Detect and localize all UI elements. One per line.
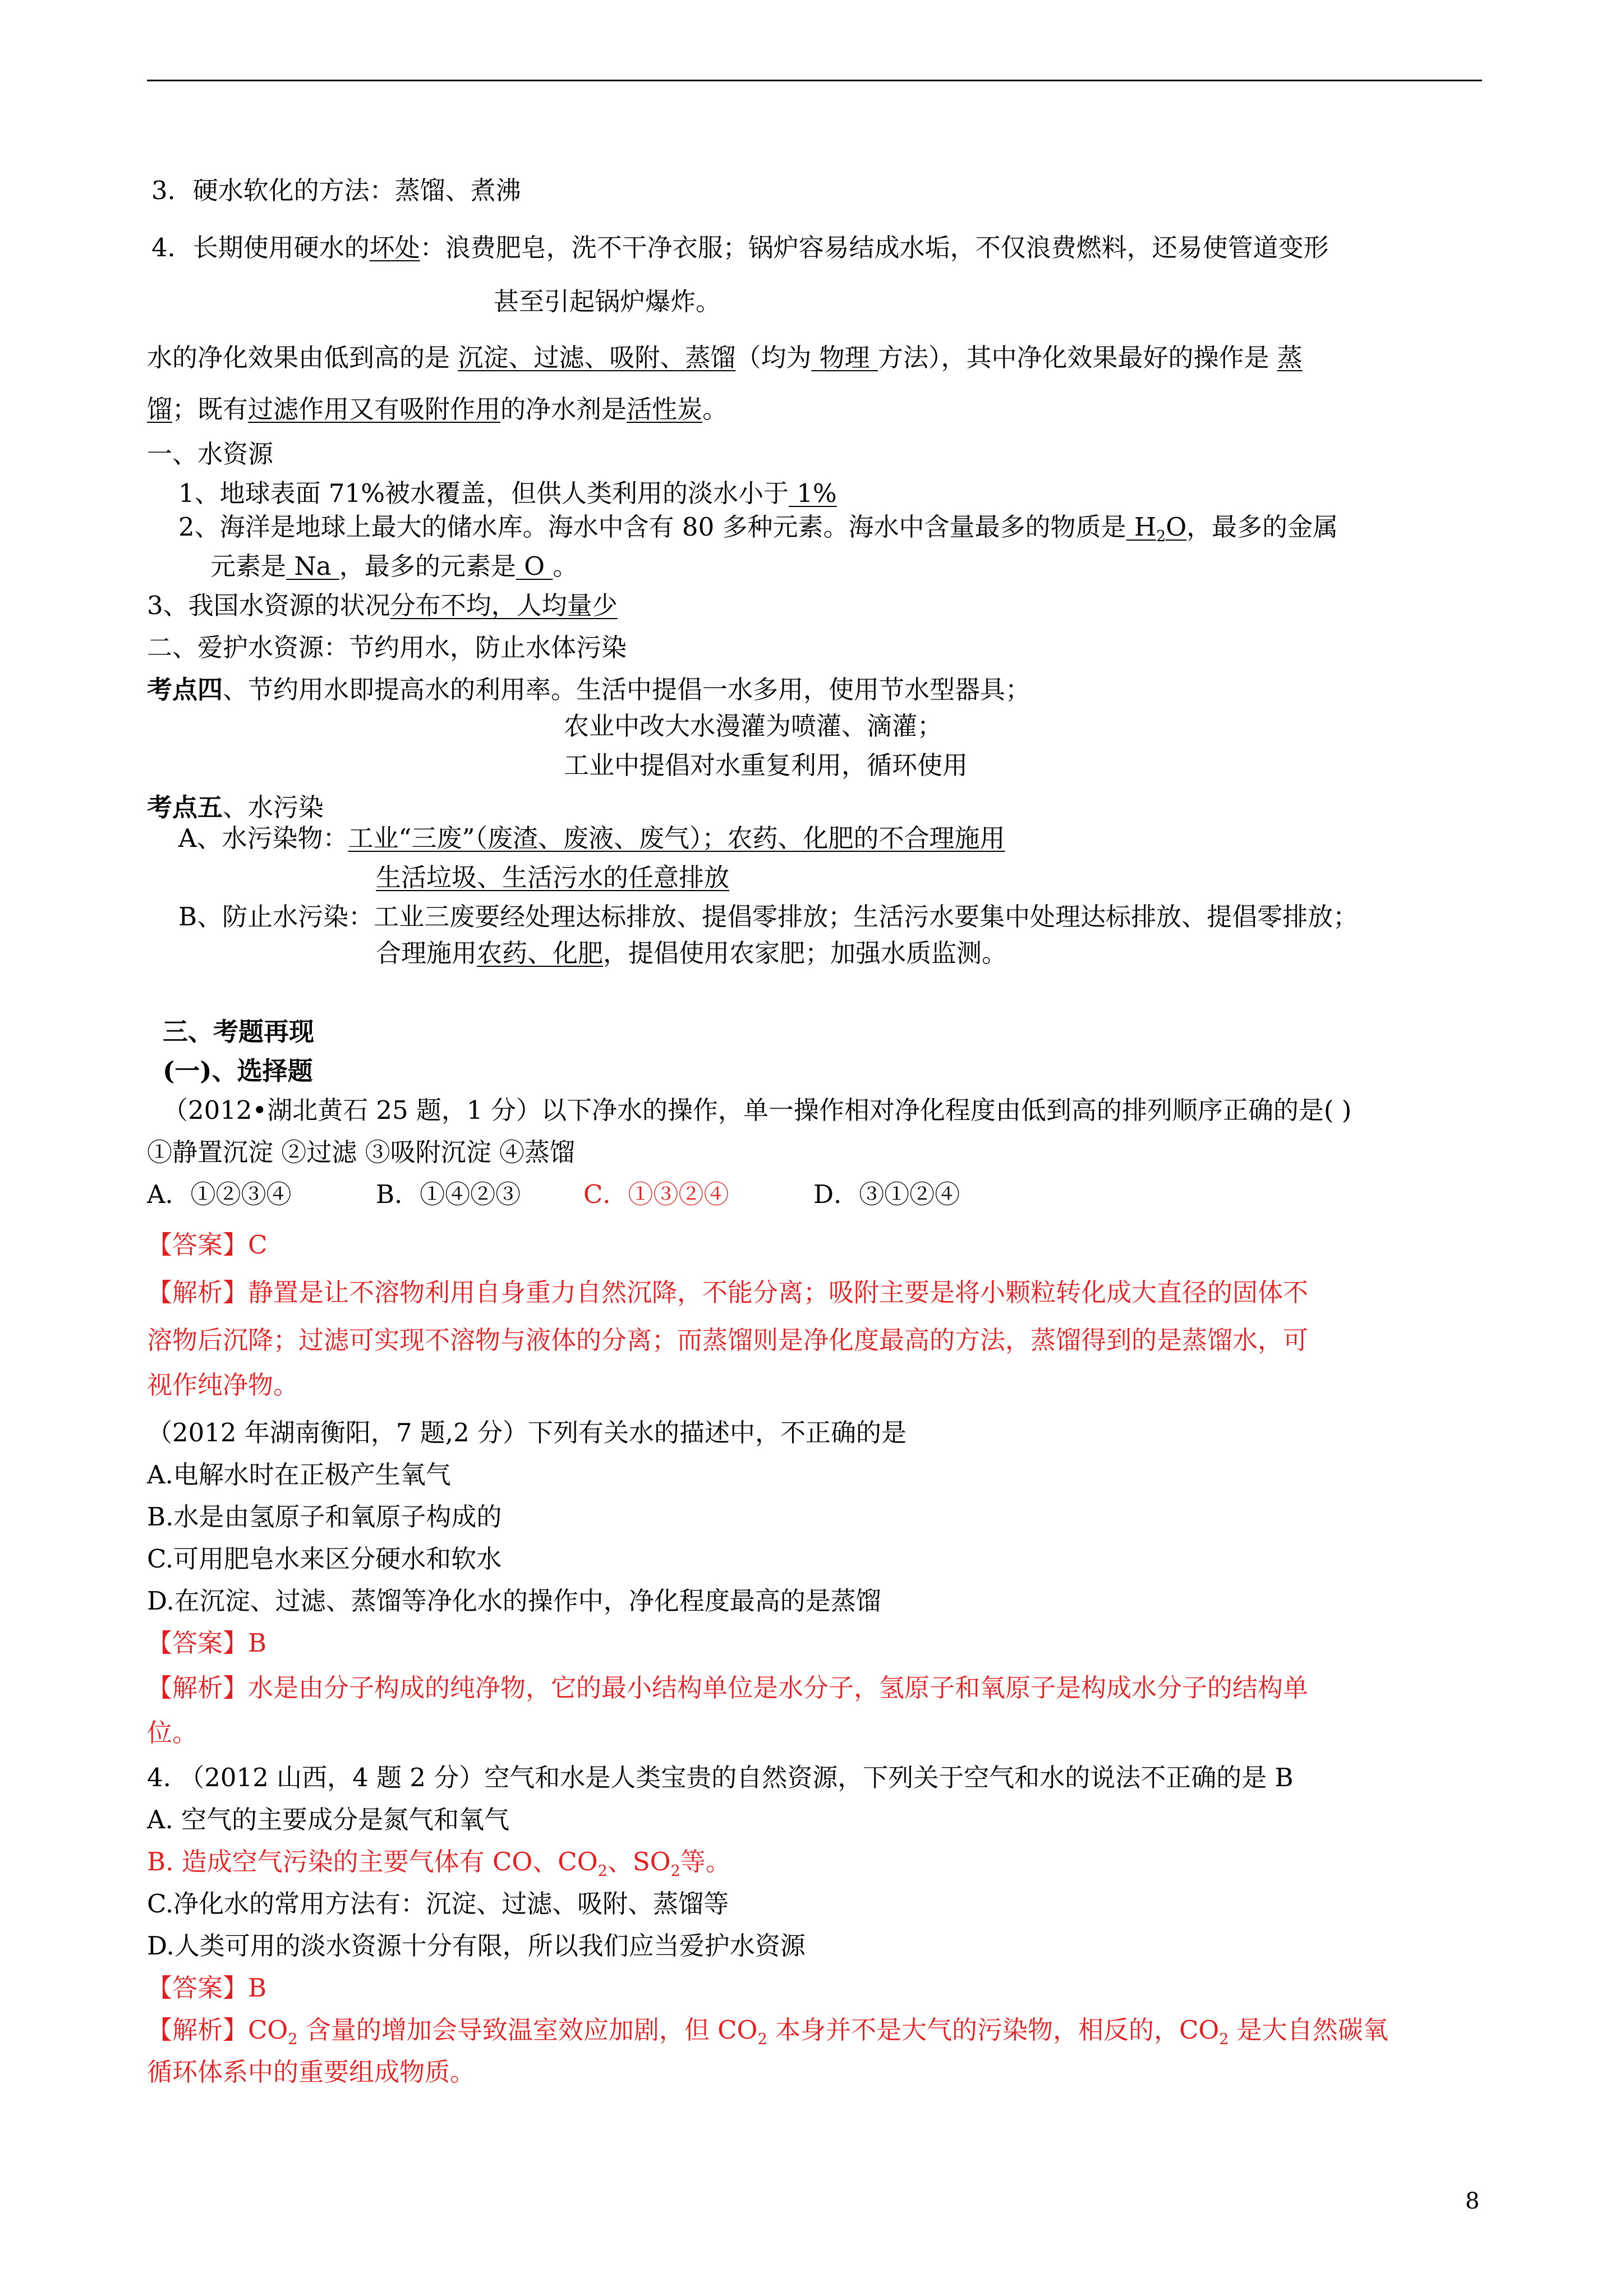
- text-line: B、防止水污染：工业三废要经处理达标排放、提倡零排放；生活污水要集中处理达标排放、提倡零排放；: [178, 902, 1359, 932]
- text-line: 3、我国水资源的状况分布不均，人均量少: [147, 591, 618, 620]
- option-a: A. 空气的主要成分是氮气和氧气: [147, 1805, 510, 1834]
- question: （2012•湖北黄石 25 题，1 分）以下净水的操作，单一操作相对净化程度由低到高的排列顺序正确的是( ): [163, 1095, 1352, 1125]
- option-d: D．③①②④: [813, 1179, 960, 1209]
- explanation: 【解析】静置是让不溶物利用自身重力自然沉降，不能分离；吸附主要是将小颗粒转化成大直径的固体不: [147, 1278, 1309, 1307]
- text-line: 3．硬水软化的方法：蒸馏、煮沸: [151, 176, 521, 205]
- question: （2012 年湖南衡阳，7 题,2 分）下列有关水的描述中，不正确的是: [147, 1418, 907, 1447]
- option-c: C．①③②④: [583, 1179, 729, 1209]
- text-line: 工业中提倡对水重复利用，循环使用: [564, 750, 968, 780]
- option-b: B．①④②③: [376, 1179, 521, 1209]
- text-line: 2、海洋是地球上最大的储水库。海水中含有 80 多种元素。海水中含量最多的物质是 $H_2O$，最多的金属: [178, 512, 1338, 545]
- option-d: D.人类可用的淡水资源十分有限，所以我们应当爱护水资源: [147, 1931, 806, 1961]
- explanation: 循环体系中的重要组成物质。: [147, 2057, 476, 2087]
- answer: 【答案】C: [147, 1230, 268, 1260]
- explanation: 位。: [147, 1718, 198, 1748]
- text-line: 考点五、水污染: [147, 792, 324, 822]
- option-c: C.可用肥皂水来区分硬水和软水: [147, 1544, 502, 1574]
- page-number: 8: [1465, 2188, 1480, 2214]
- option-c: C.净化水的常用方法有：沉淀、过滤、吸附、蒸馏等: [147, 1889, 729, 1919]
- section-heading: 一、水资源: [147, 439, 274, 469]
- question-options: ①静置沉淀 ②过滤 ③吸附沉淀 ④蒸馏: [147, 1137, 575, 1167]
- text-line: 4．长期使用硬水的坏处：浪费肥皂，洗不干净衣服；锅炉容易结成水垢，不仅浪费燃料，还易使管道变形: [151, 233, 1329, 262]
- header-rule: [147, 80, 1482, 81]
- explanation: 视作纯净物。: [147, 1370, 299, 1400]
- explanation: 溶物后沉降；过滤可实现不溶物与液体的分离；而蒸馏则是净化度最高的方法，蒸馏得到的是蒸馏水，可: [147, 1325, 1309, 1355]
- text-line: 农业中改大水漫灌为喷灌、滴灌；: [564, 711, 943, 741]
- section-heading: 三、考题再现: [163, 1017, 315, 1046]
- text-line: 水的净化效果由低到高的是 沉淀、过滤、吸附、蒸馏（均为 物理 方法），其中净化效果最好的操作是 蒸: [147, 343, 1303, 372]
- answer: 【答案】B: [147, 1973, 267, 2003]
- explanation: 【解析】$CO_2$ 含量的增加会导致温室效应加剧，但 $CO_2$ 本身并不是大气的污染物，相反的，$CO_2$ 是大自然碳氧: [147, 2015, 1388, 2048]
- text-line: 合理施用农药、化肥，提倡使用农家肥；加强水质监测。: [376, 938, 1007, 968]
- text-line: 甚至引起锅炉爆炸。: [494, 287, 721, 316]
- text-line: 元素是 Na ，最多的元素是 O 。: [210, 551, 578, 581]
- answer: 【答案】B: [147, 1628, 267, 1658]
- option-b: B.水是由氢原子和氧原子构成的: [147, 1502, 502, 1532]
- option-a: A.电解水时在正极产生氧气: [147, 1460, 451, 1490]
- text-line: 生活垃圾、生活污水的任意排放: [376, 863, 730, 892]
- text-line: 馏；既有过滤作用又有吸附作用的净水剂是活性炭。: [147, 394, 728, 424]
- section-heading: 二、爱护水资源：节约用水，防止水体污染: [147, 633, 627, 662]
- section-heading: (一)、选择题: [163, 1056, 313, 1086]
- option-a: A．①②③④: [147, 1179, 292, 1209]
- question: 4. （2012 山西，4 题 2 分）空气和水是人类宝贵的自然资源，下列关于空气和水的说法不正确的是 B: [147, 1763, 1294, 1792]
- text-line: A、水污染物：工业“三废”（废渣、废液、废气）；农药、化肥的不合理施用: [178, 823, 1005, 853]
- text-line: 1、地球表面 71%被水覆盖，但供人类利用的淡水小于 1%: [178, 478, 837, 508]
- option-b: B. 造成空气污染的主要气体有 CO、$CO_2$、$SO_2$等。: [147, 1847, 731, 1880]
- text-line: 考点四、节约用水即提高水的利用率。生活中提倡一水多用，使用节水型器具；: [147, 675, 1031, 704]
- option-d: D.在沉淀、过滤、蒸馏等净化水的操作中，净化程度最高的是蒸馏: [147, 1586, 881, 1616]
- explanation: 【解析】水是由分子构成的纯净物，它的最小结构单位是水分子，氢原子和氧原子是构成水分子的结构单: [147, 1673, 1309, 1703]
